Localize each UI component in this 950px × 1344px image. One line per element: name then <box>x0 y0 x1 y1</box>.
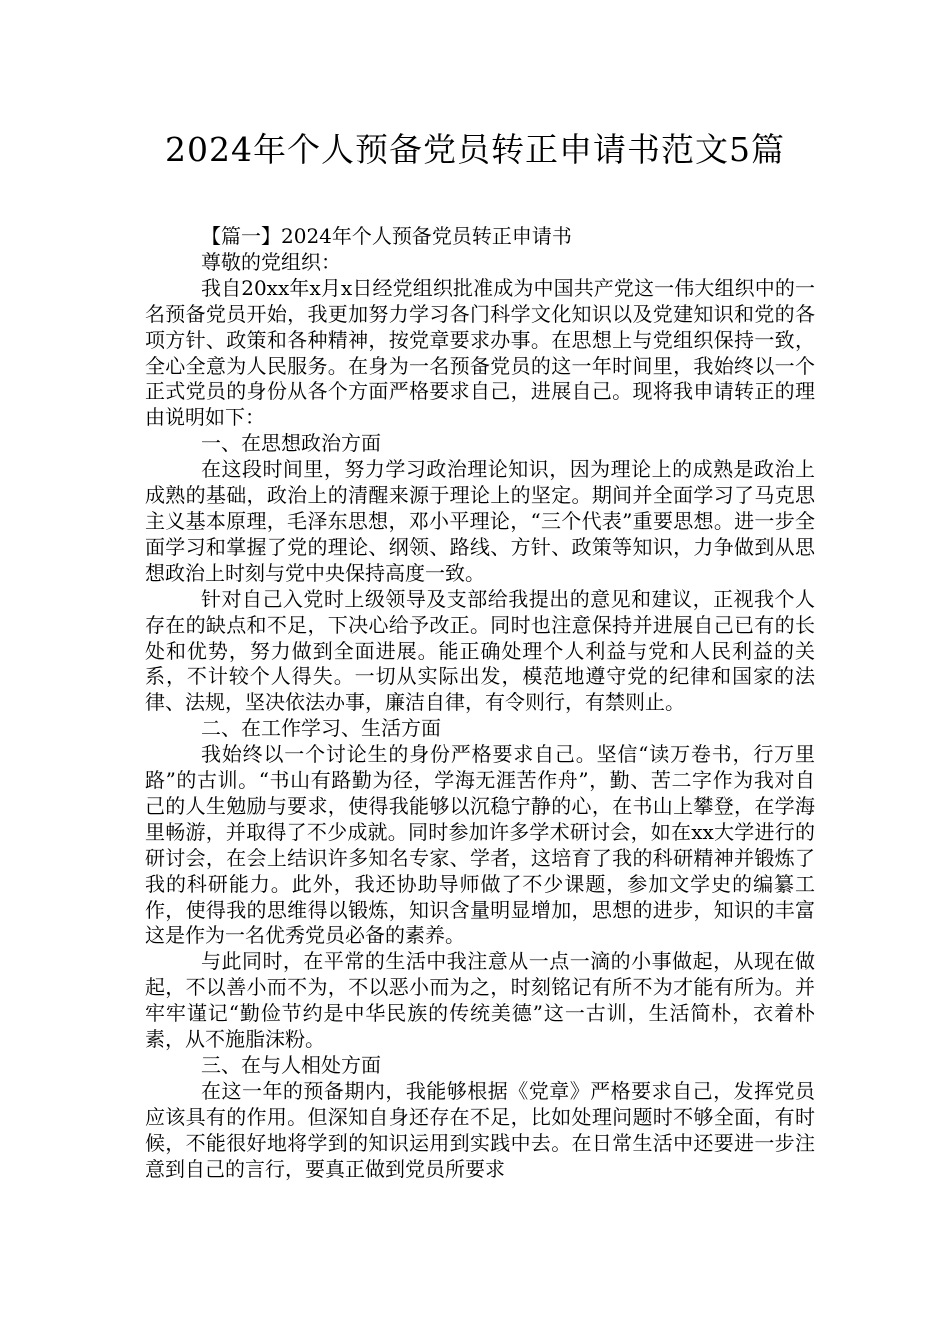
paragraph-political-2: 针对自己入党时上级领导及支部给我提出的意见和建议，正视我个人存在的缺点和不足，下决心给予改正。同时也注意保持并进展自己已有的长处和优势，努力做到全面进展。能正确处理个人利益与党和人民利益的关系，不计较个人得失。一切从实际出发，模范地遵守党的纪律和国家的法律、法规，坚决依法办事，廉洁自律，有令则行，有禁则止。 <box>145 586 815 715</box>
document-title: 2024年个人预备党员转正申请书范文5篇 <box>165 130 785 169</box>
document-body <box>145 224 815 1183</box>
paragraph-political-1: 在这段时间里，努力学习政治理论知识，因为理论上的成熟是政治上成熟的基础，政治上的清醒来源于理论上的坚定。期间并全面学习了马克思主义基本原理，毛泽东思想，邓小平理论，“三个代表”重要思想。进一步全面学习和掌握了党的理论、纲领、路线、方针、政策等知识，力争做到从思想政治上时刻与党中央保持高度一致。 <box>145 457 815 585</box>
paragraph-relations-1: 在这一年的预备期内，我能够根据《党章》严格要求自己，发挥党员应该具有的作用。但深知自身还存在不足，比如处理问题时不够全面，有时候，不能很好地将学到的知识运用到实践中去。在日常生活中还要进一步注意到自己的言行，要真正做到党员所要求 <box>145 1078 815 1181</box>
subheading-political: 一、在思想政治方面 <box>201 431 381 456</box>
subheading-work-study: 二、在工作学习、生活方面 <box>201 716 441 741</box>
section-heading-1: 【篇一】2024年个人预备党员转正申请书 <box>201 224 572 248</box>
paragraph-work-study-2: 与此同时，在平常的生活中我注意从一点一滴的小事做起，从现在做起，不以善小而不为，不以恶小而为之，时刻铭记有所不为才能有所为。并牢牢谨记“勤俭节约是中华民族的传统美德”这一古训，生活简朴，衣着朴素，从不施脂沫粉。 <box>145 949 815 1052</box>
subheading-relations: 三、在与人相处方面 <box>201 1053 381 1077</box>
paragraph-intro: 我自20xx年x月x日经党组织批准成为中国共产党这一伟大组织中的一名预备党员开始，我更加努力学习各门科学文化知识以及党建知识和党的各项方针、政策和各种精神，按党章要求办事。在思想上与党组织保持一致，全心全意为人民服务。在身为一名预备党员的这一年时间里，我始终以一个正式党员的身份从各个方面严格要求自己，进展自己。现将我申请转正的理由说明如下： <box>145 275 815 430</box>
salutation: 尊敬的党组织： <box>201 249 341 274</box>
paragraph-work-study-1: 我始终以一个讨论生的身份严格要求自己。坚信“读万卷书，行万里路”的古训。“书山有路勤为径，学海无涯苦作舟”，勤、苦二字作为我对自己的人生勉励与要求，使得我能够以沉稳宁静的心，在书山上攀登，在学海里畅游，并取得了不少成就。同时参加许多学术研讨会，如在xx大学进行的研讨会，在会上结识许多知名专家、学者，这培育了我的科研精神并锻炼了我的科研能力。此外，我还协助导师做了不少课题，参加文学史的编纂工作，使得我的思维得以锻炼，知识含量明显增加，思想的进步，知识的丰富这是作为一名优秀党员必备的素养。 <box>145 742 815 948</box>
